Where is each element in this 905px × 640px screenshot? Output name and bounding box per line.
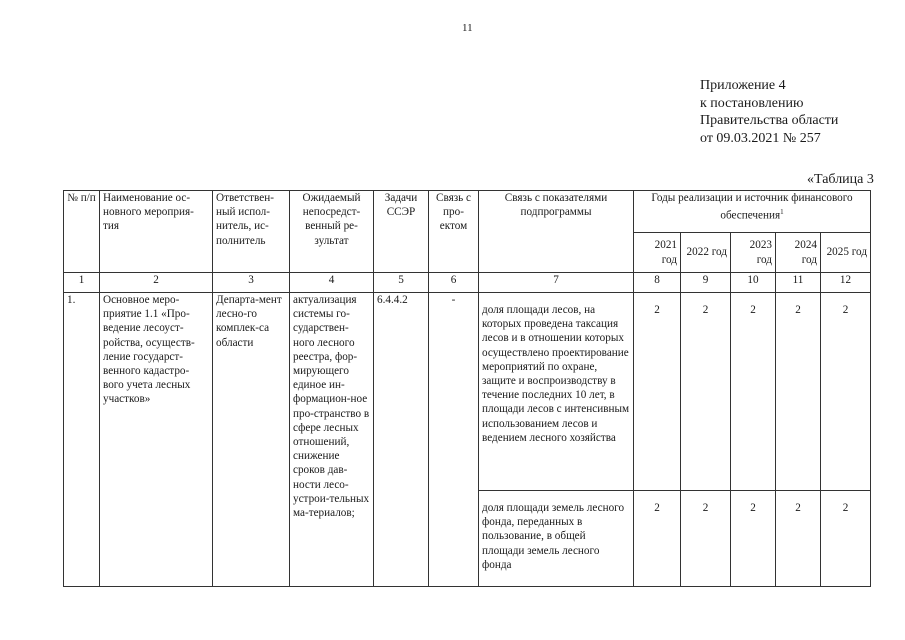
header-year-2021: 2021 год: [634, 233, 681, 273]
column-number: 7: [479, 273, 634, 293]
header-year-2025: 2025 год: [821, 233, 871, 273]
column-number: 3: [213, 273, 290, 293]
table-row: [64, 293, 871, 491]
header-years-group-text: Годы реализации и источник финансового обеспечения: [651, 192, 853, 222]
header-col-tasks: Задачи ССЭР: [374, 191, 429, 273]
column-number: 9: [681, 273, 731, 293]
column-number: 6: [429, 273, 479, 293]
column-number: 8: [634, 273, 681, 293]
indicator-value: 2: [634, 491, 681, 587]
header-col-project: Связь с про-ектом: [429, 191, 479, 273]
header-col-number: № п/п: [64, 191, 100, 273]
header-col-indicators: Связь с показателями подпрограммы: [479, 191, 634, 273]
header-year-2023: 2023 год: [731, 233, 776, 273]
project-link: -: [429, 293, 479, 587]
appendix-line-1: Приложение 4: [700, 78, 786, 93]
indicator-text: доля площади лесов, на которых проведена таксация лесов и в отношении которых осуществлено проектирование мероприятий по охране, защите и воспроизводству в течение последних 10 лет, в площади лесов с интенсивным использованием лесов и ведением лесного хозяйства: [479, 293, 634, 491]
footnote-marker: 1: [780, 208, 784, 217]
appendix-heading: [700, 77, 838, 147]
indicator-value: 2: [821, 293, 871, 491]
indicator-value: 2: [821, 491, 871, 587]
appendix-line-3: Правительства области: [700, 113, 839, 128]
column-number: 11: [776, 273, 821, 293]
indicator-value: 2: [681, 293, 731, 491]
column-number: 2: [100, 273, 213, 293]
header-col-responsible: Ответствен-ный испол-нитель, ис-полнитель: [213, 191, 290, 273]
expected-result: актуализация системы го-сударствен-ного лесного реестра, фор-мирующего единое ин-формацион-ное про-странство в сфере лесных отношений, снижение сроков дав-ности лесо-устрои-тельных ма-териалов;: [290, 293, 374, 587]
header-year-2024: 2024 год: [776, 233, 821, 273]
indicator-text: доля площади земель лесного фонда, переданных в пользование, в общей площади земель лесного фонда: [479, 491, 634, 587]
header-years-group: [634, 191, 871, 233]
header-col-name: Наименование ос-новного мероприя-тия: [100, 191, 213, 273]
column-number: 10: [731, 273, 776, 293]
ssed-tasks: 6.4.4.2: [374, 293, 429, 587]
appendix-line-2: к постановлению: [700, 95, 804, 111]
column-number: 4: [290, 273, 374, 293]
row-number: 1.: [64, 293, 100, 587]
column-number: 5: [374, 273, 429, 293]
page-number: 11: [462, 22, 473, 34]
appendix-line-4: от 09.03.2021 № 257: [700, 130, 821, 146]
column-number: 12: [821, 273, 871, 293]
indicator-value: 2: [776, 491, 821, 587]
indicator-value: 2: [731, 491, 776, 587]
activities-table: [63, 190, 871, 587]
indicator-value: 2: [731, 293, 776, 491]
activity-name: Основное меро-приятие 1.1 «Про-ведение лесоуст-ройства, осуществ-ление государст-венного кадастро-вого учета лесных участков»: [100, 293, 213, 587]
indicator-value: 2: [634, 293, 681, 491]
responsible-executor: Департа-мент лесно-го комплек-са области: [213, 293, 290, 587]
indicator-value: 2: [681, 491, 731, 587]
header-col-result: Ожидаемый непосредст-венный ре-зультат: [290, 191, 374, 273]
indicator-value: 2: [776, 293, 821, 491]
column-number-row: [64, 273, 871, 293]
header-year-2022: 2022 год: [681, 233, 731, 273]
table-caption: «Таблица 3: [807, 172, 874, 187]
column-number: 1: [64, 273, 100, 293]
